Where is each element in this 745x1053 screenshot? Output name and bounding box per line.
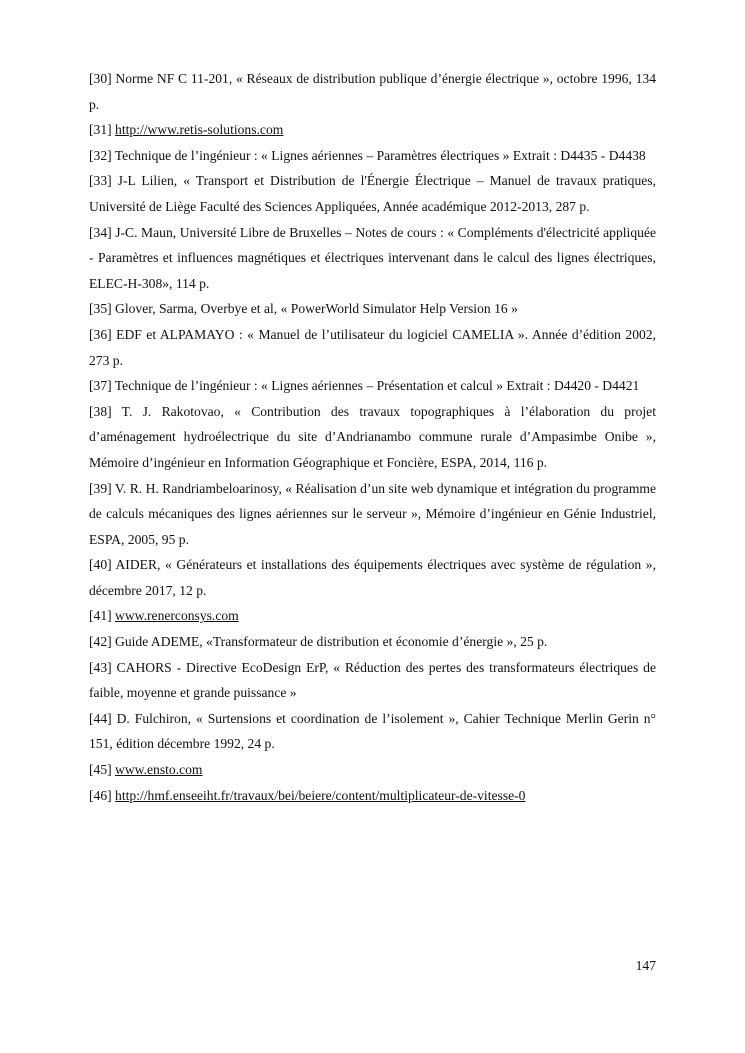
reference-45 <box>89 757 656 783</box>
reference-46 <box>89 783 656 809</box>
reference-31-number: [31] <box>89 122 116 138</box>
reference-39: [39] V. R. H. Randriambeloarinosy, « Réalisation d’un site web dynamique et intégration du programme de calculs mécaniques des lignes aériennes sur le serveur », Mémoire d’ingénieur en Génie Industriel, ESPA, 2005, 95 p. <box>89 480 656 547</box>
reference-38: [38] T. J. Rakotovao, « Contribution des travaux topographiques à l’élaboration du projet d’aménagement hydroélectrique du site d’Andrianambo commune rurale d’Ampasimbe Onibe », Mémoire d’ingénieur en Information Géographique et Foncière, ESPA, 2014, 116 p. <box>89 403 656 470</box>
reference-30: [30] Norme NF C 11-201, « Réseaux de distribution publique d’énergie électrique », octobre 1996, 134 p. <box>89 71 656 112</box>
page-number: 147 <box>635 958 656 973</box>
reference-41-link[interactable]: www.renerconsys.com <box>115 608 239 624</box>
reference-46-link[interactable]: http://hmf.enseeiht.fr/travaux/bei/beiere/content/multiplicateur-de-vitesse-0 <box>115 787 526 803</box>
reference-43: [43] CAHORS - Directive EcoDesign ErP, « Réduction des pertes des transformateurs électriques de faible, moyenne et grande puissance » <box>89 659 656 701</box>
reference-list <box>89 66 656 808</box>
reference-31 <box>89 117 656 143</box>
reference-41-number: [41] <box>89 608 116 624</box>
reference-34: [34] J-C. Maun, Université Libre de Bruxelles – Notes de cours : « Compléments d'électricité appliquée - Paramètres et influences magnétiques et électriques intervenant dans le calcul des lignes électriques, ELEC-H-308», 114 p. <box>89 224 656 291</box>
reference-36: [36] EDF et ALPAMAYO : « Manuel de l’utilisateur du logiciel CAMELIA ». Année d’édition 2002, 273 p. <box>89 326 656 368</box>
reference-42: [42] Guide ADEME, «Transformateur de distribution et économie d’énergie », 25 p. <box>89 634 548 650</box>
reference-44: [44] D. Fulchiron, « Surtensions et coordination de l’isolement », Cahier Technique Merlin Gerin n° 151, édition décembre 1992, 24 p. <box>89 710 656 752</box>
reference-40: [40] AIDER, « Générateurs et installations des équipements électriques avec système de régulation », décembre 2017, 12 p. <box>89 557 656 598</box>
reference-37: [37] Technique de l’ingénieur : « Lignes aériennes – Présentation et calcul » Extrait : D4420 - D4421 <box>89 378 640 394</box>
reference-41 <box>89 603 656 629</box>
reference-32: [32] Technique de l’ingénieur : « Lignes aériennes – Paramètres électriques » Extrait : D4435 - D4438 <box>89 147 646 163</box>
reference-31-link[interactable]: http://www.retis-solutions.com <box>115 122 284 138</box>
reference-33: [33] J-L Lilien, « Transport et Distribution de l'Énergie Électrique – Manuel de travaux pratiques, Université de Liège Faculté des Sciences Appliquées, Année académique 2012-2013, 287 p. <box>89 173 656 214</box>
reference-45-number: [45] <box>89 762 116 778</box>
reference-35: [35] Glover, Sarma, Overbye et al, « PowerWorld Simulator Help Version 16 » <box>89 301 518 317</box>
reference-46-number: [46] <box>89 787 116 803</box>
reference-45-link[interactable]: www.ensto.com <box>115 762 203 778</box>
